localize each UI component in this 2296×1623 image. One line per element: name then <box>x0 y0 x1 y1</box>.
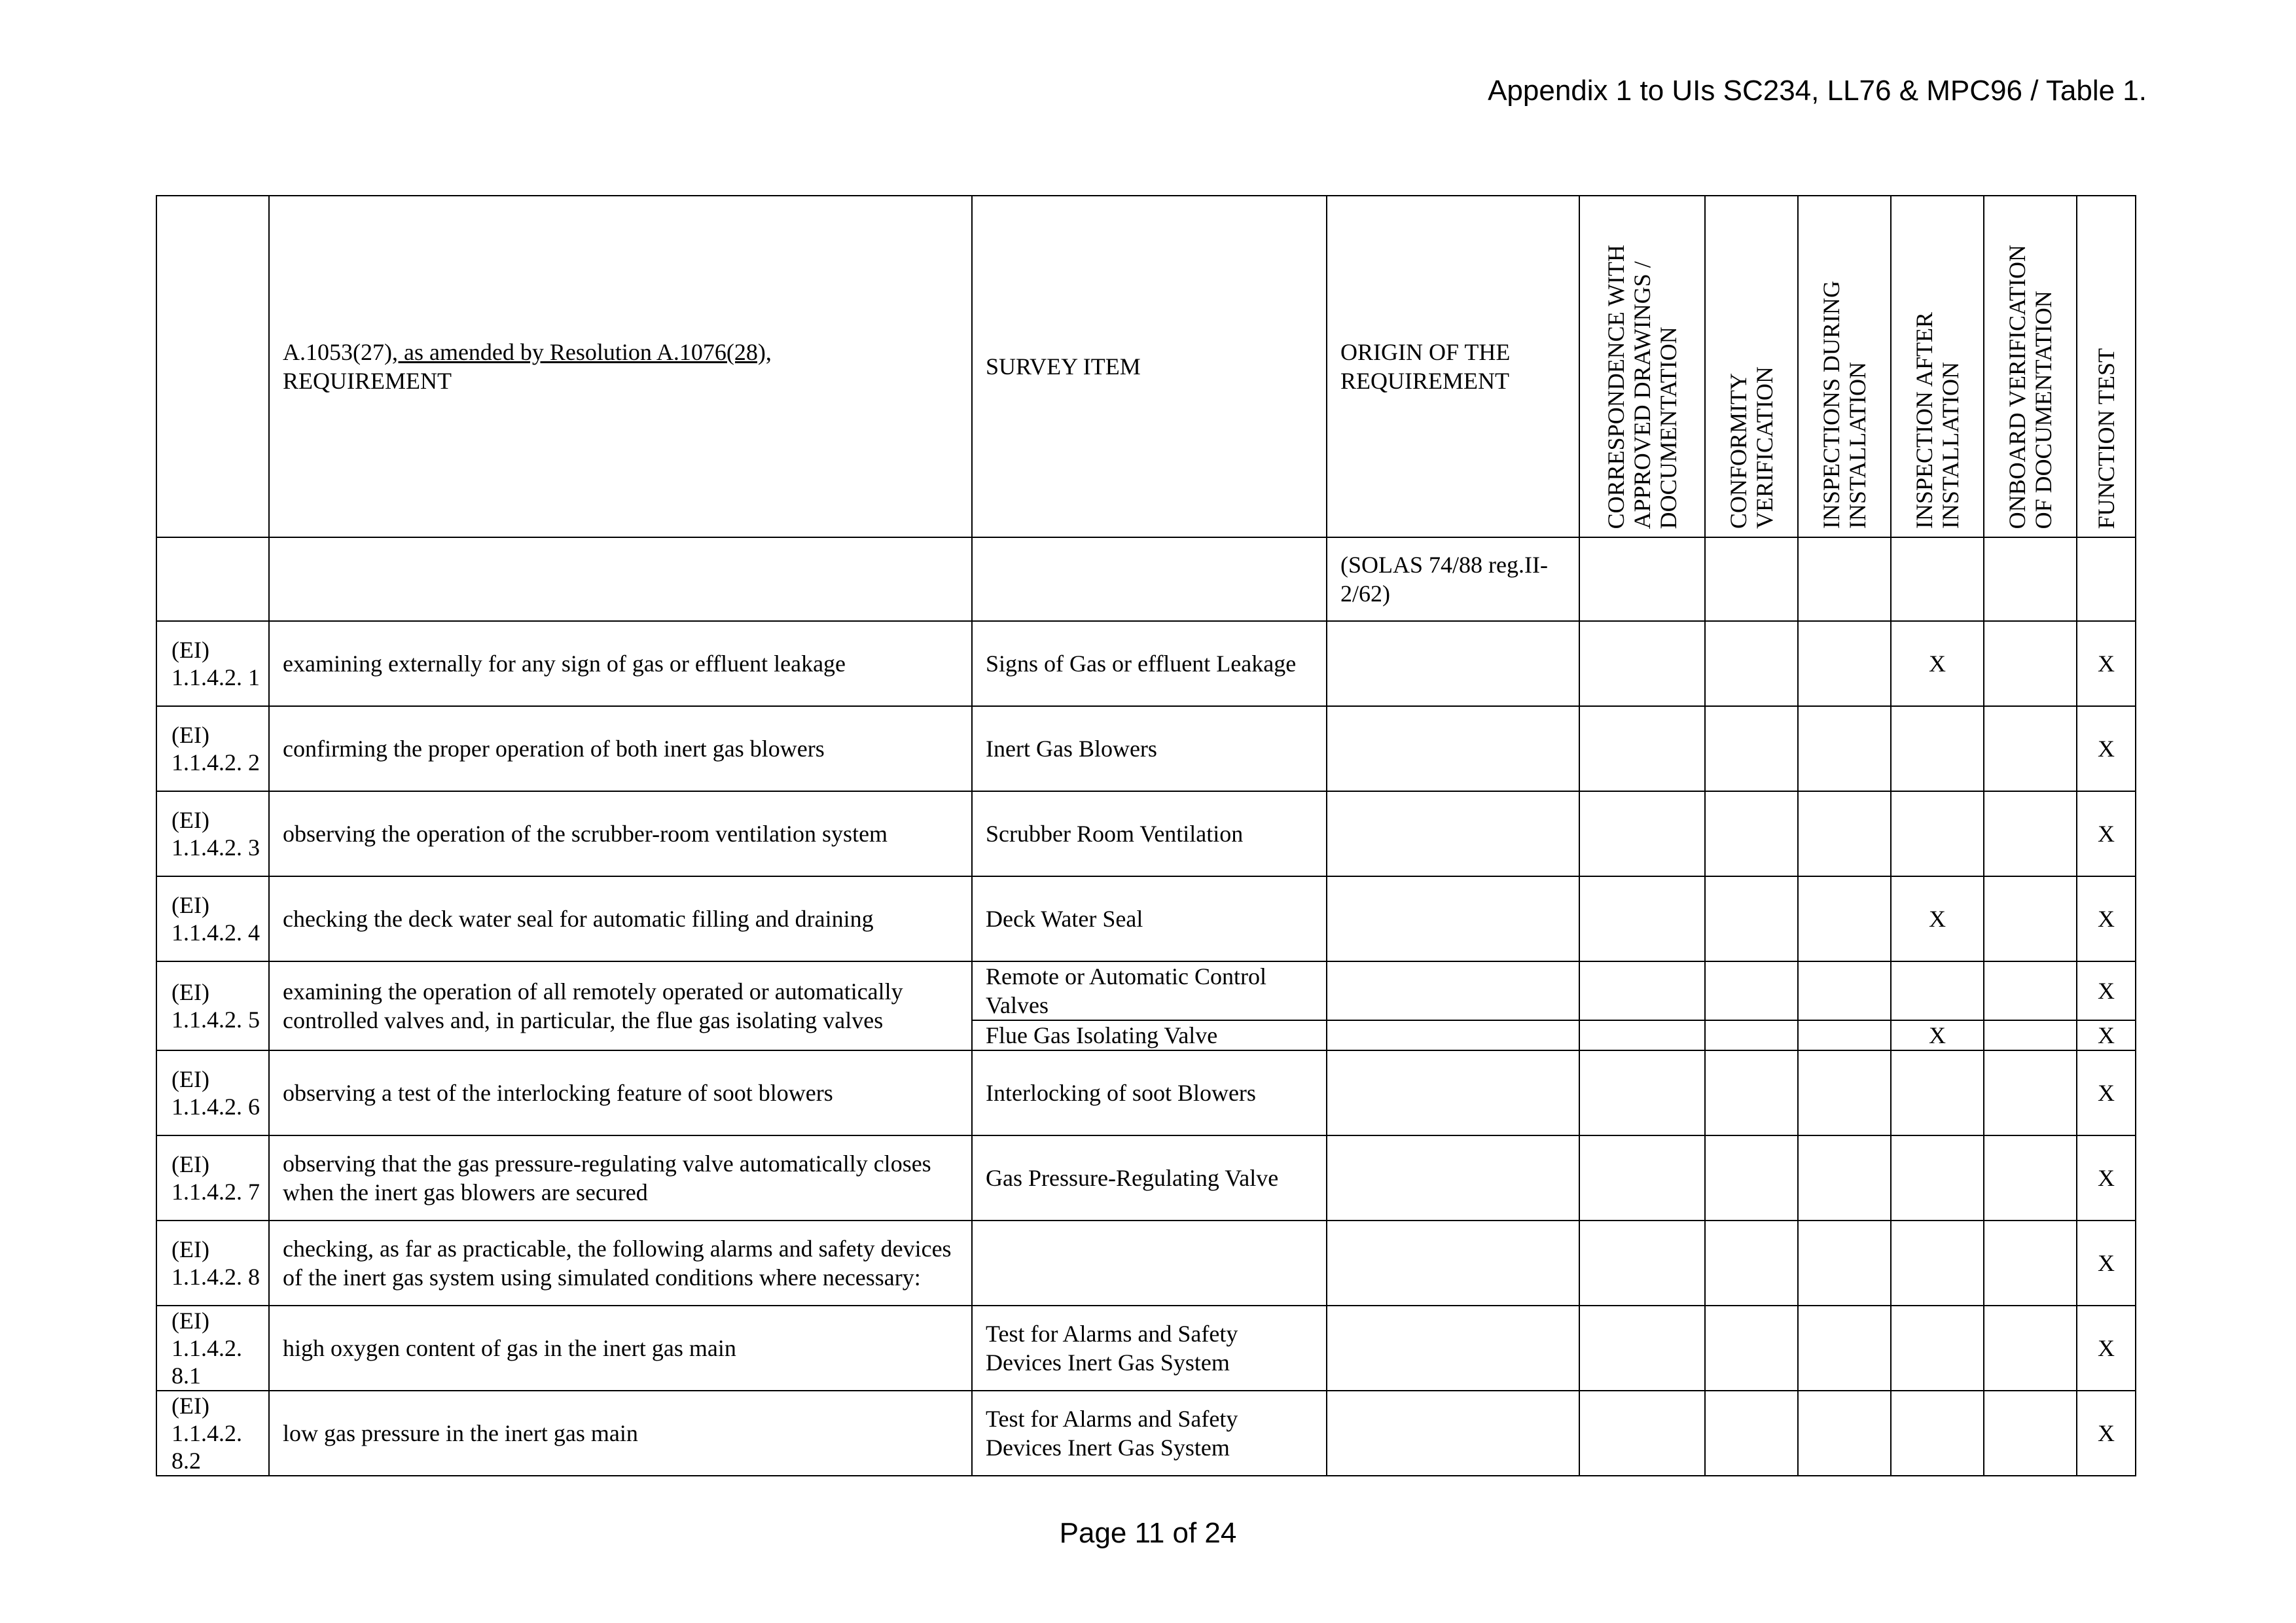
row-inspection-after: X <box>1891 1020 1984 1050</box>
row-ref: (EI) 1.1.4.2. 1 <box>156 621 269 706</box>
row-survey-item: Flue Gas Isolating Valve <box>972 1020 1327 1050</box>
row-function-test: X <box>2077 1020 2136 1050</box>
row-survey-item: Test for Alarms and Safety Devices Inert Gas System <box>972 1306 1327 1391</box>
row-inspection-after <box>1891 791 1984 876</box>
row-ref: (EI) 1.1.4.2. 2 <box>156 706 269 791</box>
table-row <box>156 1050 2136 1135</box>
row-survey-item: Gas Pressure-Regulating Valve <box>972 1135 1327 1221</box>
inspection-after-header <box>1891 196 1984 537</box>
table-row <box>156 1306 2136 1391</box>
row-requirement: checking the deck water seal for automatic filling and draining <box>269 876 972 961</box>
requirement-header-label: REQUIREMENT <box>283 368 452 394</box>
correspondence-header <box>1579 196 1705 537</box>
ref-header <box>156 196 269 537</box>
requirement-header <box>269 196 972 537</box>
row-survey-item <box>972 1221 1327 1306</box>
row-requirement: examining the operation of all remotely operated or automatically controlled valves and, in particular, the flue gas isolating valves <box>269 961 972 1050</box>
row-function-test: X <box>2077 1221 2136 1306</box>
row-ref: (EI) 1.1.4.2. 4 <box>156 876 269 961</box>
row-requirement: observing the operation of the scrubber-room ventilation system <box>269 791 972 876</box>
row-inspection-after <box>1891 1135 1984 1221</box>
row-inspection-after <box>1891 1391 1984 1476</box>
correspondence-header-text: CORRESPONDENCE WITH APPROVED DRAWINGS / DOCUMENTATION <box>1603 244 1681 529</box>
row-function-test: X <box>2077 791 2136 876</box>
row-survey-item: Test for Alarms and Safety Devices Inert Gas System <box>972 1391 1327 1476</box>
survey-item-header: SURVEY ITEM <box>972 196 1327 537</box>
row-ref: (EI) 1.1.4.2. 3 <box>156 791 269 876</box>
requirements-table <box>156 195 2136 1476</box>
origin-note-row <box>156 537 2136 621</box>
row-inspection-after <box>1891 706 1984 791</box>
row-inspection-after <box>1891 1050 1984 1135</box>
inspections-during-header-text: INSPECTIONS DURING INSTALLATION <box>1818 280 1871 529</box>
table-row <box>156 876 2136 961</box>
row-inspection-after <box>1891 1306 1984 1391</box>
inspection-after-header-text: INSPECTION AFTER INSTALLATION <box>1911 312 1964 529</box>
row-ref: (EI) 1.1.4.2. 5 <box>156 961 269 1050</box>
row-function-test: X <box>2077 876 2136 961</box>
row-ref: (EI) 1.1.4.2. 6 <box>156 1050 269 1135</box>
origin-note: (SOLAS 74/88 reg.II-2/62) <box>1327 537 1579 621</box>
row-function-test: X <box>2077 621 2136 706</box>
table-row <box>156 1221 2136 1306</box>
row-ref: (EI) 1.1.4.2. 8.2 <box>156 1391 269 1476</box>
requirement-header-code: A.1053(27) <box>283 339 392 365</box>
table-row <box>156 961 2136 1020</box>
origin-header: ORIGIN OF THE REQUIREMENT <box>1327 196 1579 537</box>
row-requirement: high oxygen content of gas in the inert gas main <box>269 1306 972 1391</box>
row-function-test: X <box>2077 961 2136 1020</box>
row-requirement: examining externally for any sign of gas or effluent leakage <box>269 621 972 706</box>
row-requirement: confirming the proper operation of both inert gas blowers <box>269 706 972 791</box>
table-header-row <box>156 196 2136 537</box>
row-inspection-after <box>1891 961 1984 1020</box>
row-ref: (EI) 1.1.4.2. 7 <box>156 1135 269 1221</box>
row-requirement: observing that the gas pressure-regulating valve automatically closes when the inert gas blowers are secured <box>269 1135 972 1221</box>
requirement-header-amendment: , as amended by Resolution A.1076(28), <box>391 339 772 365</box>
row-ref: (EI) 1.1.4.2. 8 <box>156 1221 269 1306</box>
table-row <box>156 1391 2136 1476</box>
row-function-test: X <box>2077 1391 2136 1476</box>
row-requirement: low gas pressure in the inert gas main <box>269 1391 972 1476</box>
row-function-test: X <box>2077 1050 2136 1135</box>
conformity-header-text: CONFORMITY VERIFICATION <box>1725 366 1778 529</box>
row-survey-item: Inert Gas Blowers <box>972 706 1327 791</box>
row-ref: (EI) 1.1.4.2. 8.1 <box>156 1306 269 1391</box>
onboard-header <box>1984 196 2077 537</box>
table-row <box>156 706 2136 791</box>
row-survey-item: Signs of Gas or effluent Leakage <box>972 621 1327 706</box>
function-test-header-text: FUNCTION TEST <box>2093 348 2119 529</box>
page-header: Appendix 1 to UIs SC234, LL76 & MPC96 / Table 1. <box>1488 75 2147 107</box>
row-survey-item: Interlocking of soot Blowers <box>972 1050 1327 1135</box>
row-function-test: X <box>2077 1135 2136 1221</box>
page-number: Page 11 of 24 <box>1059 1517 1237 1549</box>
row-requirement: checking, as far as practicable, the following alarms and safety devices of the inert gas system using simulated conditions where necessary: <box>269 1221 972 1306</box>
inspections-during-header <box>1798 196 1891 537</box>
row-survey-item: Deck Water Seal <box>972 876 1327 961</box>
row-survey-item: Remote or Automatic Control Valves <box>972 961 1327 1020</box>
row-requirement: observing a test of the interlocking feature of soot blowers <box>269 1050 972 1135</box>
row-inspection-after <box>1891 1221 1984 1306</box>
onboard-header-text: ONBOARD VERIFICATION OF DOCUMENTATION <box>2004 244 2056 529</box>
row-function-test: X <box>2077 1306 2136 1391</box>
conformity-header <box>1705 196 1798 537</box>
row-inspection-after: X <box>1891 876 1984 961</box>
row-inspection-after: X <box>1891 621 1984 706</box>
table-row <box>156 791 2136 876</box>
table-row <box>156 1135 2136 1221</box>
row-survey-item: Scrubber Room Ventilation <box>972 791 1327 876</box>
function-test-header <box>2077 196 2136 537</box>
table-row <box>156 621 2136 706</box>
row-function-test: X <box>2077 706 2136 791</box>
